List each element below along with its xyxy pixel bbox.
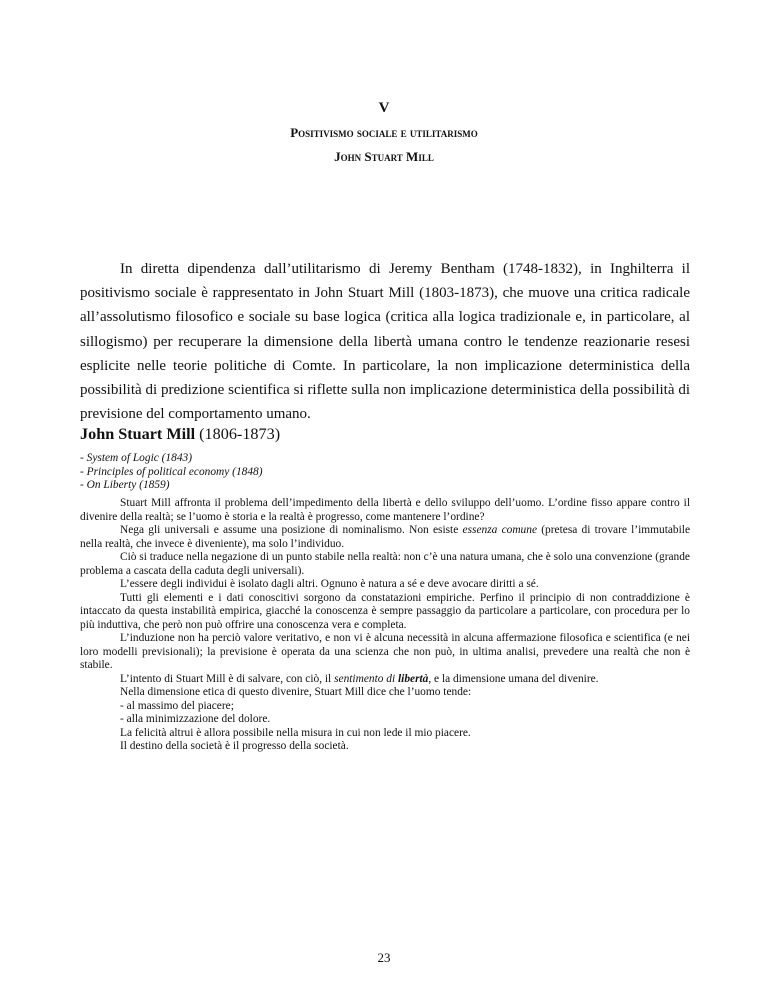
work-title: On Liberty (1859) bbox=[86, 479, 170, 491]
work-title: Principles of political economy (1848) bbox=[86, 465, 263, 478]
works-list-item bbox=[80, 479, 263, 493]
paragraph-text: L’intento di Stuart Mill è di salvare, con ciò, il bbox=[120, 672, 335, 685]
body-paragraph: L’induzione non ha perciò valore veritativo, e non vi è alcuna necessità in alcuna affermazione filosofica e scientifica (e nei loro modelli previsionali); la previsione è operata da una scienza che non può, in ultima analisi, prevedere una realtà che non è stabile. bbox=[80, 632, 690, 671]
body-paragraph bbox=[80, 524, 690, 551]
emphasis-text bbox=[334, 673, 428, 685]
paragraph-text: (pretesa di trovare l’immutabile nella realtà, che invece è diveniente), ma solo l’individuo. bbox=[80, 524, 691, 550]
strong-emphasis-text: libertà bbox=[397, 672, 429, 685]
body-paragraph: Stuart Mill affronta il problema dell’impedimento della libertà e dello sviluppo dell’uomo. L’ordine fisso appare contro il divenire della realtà; se l’uomo è storia e la realtà è progresso, come mantenere l’ordine? bbox=[80, 497, 690, 523]
works-list-item bbox=[80, 466, 263, 480]
body-paragraph bbox=[80, 673, 690, 687]
body-paragraph: Il destino della società è il progresso della società. bbox=[120, 740, 349, 752]
works-list-item bbox=[80, 452, 263, 466]
body-paragraph: Ciò si traduce nella negazione di un punto stabile nella realtà: non c’è una natura umana, che è solo una convenzione (grande problema a cascata della caduta degli universali). bbox=[80, 551, 690, 577]
list-dash: - bbox=[80, 479, 87, 491]
chapter-number: V bbox=[378, 100, 390, 116]
body-text bbox=[80, 497, 690, 754]
emphasis-text: essenza comune bbox=[462, 524, 538, 536]
emphasis-part: sentimento di bbox=[334, 672, 398, 685]
chapter-title: Positivismo sociale e utilitarismo bbox=[290, 125, 478, 140]
intro-paragraph: In diretta dipendenza dall’utilitarismo di Jeremy Bentham (1748-1832), in Inghilterra il positivismo sociale è rappresentato in John Stuart Mill (1803-1873), che muove una critica radicale all’assolutismo filosofico e sociale su base logica (critica alla logica tradizionale e, in particolare, al sillogismo) per recuperare la dimensione della libertà umana contro le tendenze reazionarie resesi esplicite nelle teorie politiche di Comte. In particolare, la non implicazione deterministica della possibilità di predizione scientifica si riflette sulla non implicazione deterministica della possibilità di previsione del comportamento umano. bbox=[80, 261, 690, 423]
section-heading bbox=[80, 425, 280, 444]
list-line: - al massimo del piacere; bbox=[120, 699, 234, 712]
page-number: 23 bbox=[377, 950, 391, 965]
paragraph-text: , e la dimensione umana del divenire. bbox=[428, 672, 599, 685]
works-list bbox=[80, 452, 263, 493]
body-paragraph: Nella dimensione etica di questo divenire, Stuart Mill dice che l’uomo tende: bbox=[120, 686, 472, 698]
list-dash: - bbox=[80, 452, 87, 464]
list-dash: - bbox=[80, 465, 87, 478]
body-paragraph: L’essere degli individui è isolato dagli altri. Ognuno è natura a sé e deve avocare diritti a sé. bbox=[120, 578, 539, 590]
body-paragraph: Tutti gli elementi e i dati conoscitivi sorgono da constatazioni empiriche. Perfino il principio di non contraddizione è intaccato da questa instabilità empirica, giacché la conoscenza è sempre passaggio da particolare a particolare, con procedura per lo più induttiva, che però non può offrire una conoscenza vera e completa. bbox=[80, 591, 690, 631]
paragraph-text: Nega gli universali e assume una posizione di nominalismo. Non esiste bbox=[120, 524, 463, 536]
section-heading-dates: (1806-1873) bbox=[195, 425, 281, 443]
work-title: System of Logic (1843) bbox=[86, 452, 193, 464]
section-heading-name: John Stuart Mill bbox=[80, 425, 196, 443]
chapter-subtitle: John Stuart Mill bbox=[334, 149, 434, 164]
list-line: - alla minimizzazione del dolore. bbox=[120, 713, 271, 725]
body-paragraph: La felicità altrui è allora possibile nella misura in cui non lede il mio piacere. bbox=[120, 726, 471, 739]
